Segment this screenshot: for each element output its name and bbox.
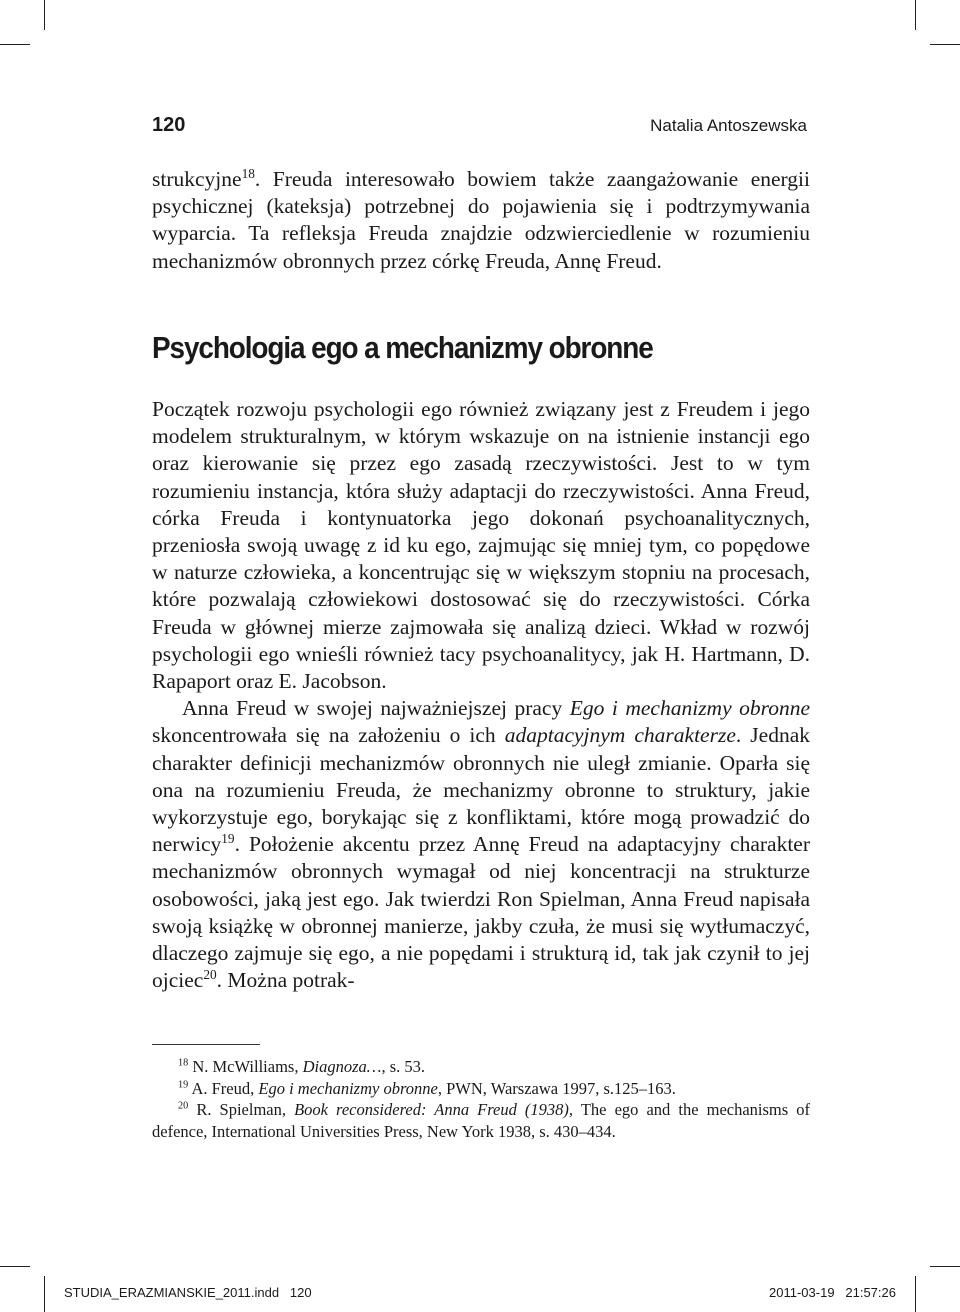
footnote-ref-20: 20 xyxy=(203,967,217,983)
crop-mark-bottom-left-v xyxy=(44,1276,45,1312)
section-title: Psychologia ego a mechanizmy obronne xyxy=(152,330,653,365)
footnote-text: The ego and the mechanisms of defence, International Universities Press, New York 1938, s. 430–434. xyxy=(152,1100,811,1141)
crop-mark-bottom-right-h xyxy=(930,1266,960,1267)
footnote-italic: Ego i mechanizmy obronne xyxy=(258,1078,438,1098)
crop-mark-top-left-h xyxy=(0,44,30,45)
paragraph-text: . Jednak charakter definicji mechanizmów obronnych nie uległ zmianie. Oparła się ona na rozumieniu Freuda, że mechanizmy obronne to struktury, jakie wykorzystuje ego, borykając się z konfliktami, które mogą prowadzić do nerwicy xyxy=(152,723,810,857)
paragraph-text: . Położenie akcentu przez Annę Freud na adaptacyjny charakter mechanizmów obronnych wymagał od niej koncentracji na strukturze osobowości, jaką jest ego. Jak twierdzi Ron Spielman, Anna Freud napisała swoją książkę w obronnej manierze, jakby czuła, że musi się wytłumaczyć, dlaczego zajmuje się ego, a nie popędami i strukturą id, tak jak czynił to jej ojciec xyxy=(152,832,810,993)
footnote-italic: Book reconsidered: Anna Freud (1938), xyxy=(294,1100,574,1119)
footnote-text: A. Freud, xyxy=(191,1078,259,1098)
book-title-italic: Ego i mechanizmy obronne xyxy=(569,696,810,721)
footnote-ref-18: 18 xyxy=(241,165,255,181)
paragraph-text: skoncentrowała się na założeniu o ich xyxy=(152,723,505,748)
footnote-text: , s. 53. xyxy=(381,1057,425,1076)
footnote-ref-19: 19 xyxy=(221,831,235,847)
footnote-19 xyxy=(152,1078,810,1100)
running-author: Natalia Antoszewska xyxy=(650,116,807,135)
footnotes xyxy=(152,1056,810,1142)
section-body xyxy=(152,396,810,994)
footnote-text: R. Spielman, xyxy=(196,1100,295,1119)
footnote-text: , PWN, Warszawa 1997, s.125–163. xyxy=(437,1078,676,1098)
slug-datetime: 2011-03-19 21:57:26 xyxy=(769,1285,896,1300)
footnote-divider xyxy=(152,1044,260,1045)
paragraph-text: strukcyjne xyxy=(152,167,242,191)
crop-mark-top-left-v xyxy=(44,0,45,30)
footnote-italic: Diagnoza… xyxy=(302,1057,382,1076)
paragraph-text: Anna Freud w swojej najważniejszej pracy xyxy=(182,696,570,721)
footnote-number: 19 xyxy=(178,1079,189,1090)
page-number: 120 xyxy=(152,114,186,136)
crop-mark-bottom-right-v xyxy=(915,1276,916,1312)
running-header xyxy=(152,114,807,142)
footnote-18 xyxy=(152,1056,810,1078)
section-paragraph-1: Początek rozwoju psychologii ego również związany jest z Freudem i jego modelem strukturalnym, w którym wskazuje on na istnienie instancji ego oraz kierowanie się przez ego zasadą rzeczywistości. Jest to w tym rozumieniu instancja, która służy adaptacji do rzeczywistości. Anna Freud, córka Freuda i kontynuatorka jego dokonań psychoanalitycznych, przeniosła swoją uwagę z id ku ego, zajmując się mniej tym, co popędowe w naturze człowieka, a koncentrując się w większym stopniu na procesach, które pozwalają człowiekowi dostosować się do rzeczywistości. Córka Freuda w głównej mierze zajmowała się analizą dzieci. Wkład w rozwój psychologii ego wnieśli również tacy psychoanalitycy, jak H. Hartmann, D. Rapaport oraz E. Jacobson. xyxy=(152,397,810,694)
footnote-text: N. McWilliams, xyxy=(192,1057,303,1076)
paragraph-continuation xyxy=(152,166,810,275)
section-paragraph-2 xyxy=(152,695,810,994)
footnote-number: 20 xyxy=(178,1100,189,1112)
slug-filename: STUDIA_ERAZMIANSKIE_2011.indd 120 xyxy=(64,1285,312,1300)
emphasis-italic: adaptacyjnym charakterze xyxy=(504,723,736,748)
footnote-number: 18 xyxy=(178,1057,189,1069)
footnote-20 xyxy=(152,1099,810,1142)
paragraph-text: . Freuda interesowało bowiem także zaangażowanie energii psychicznej (kateksja) potrzebnej do pojawienia się i podtrzymywania wyparcia. Ta refleksja Freuda znajdzie odzwierciedlenie w rozumieniu mechanizmów obronnych przez córkę Freuda, Annę Freud. xyxy=(152,167,810,273)
paragraph-text: . Można potrak- xyxy=(216,968,355,993)
crop-mark-top-right-v xyxy=(915,0,916,30)
crop-mark-top-right-h xyxy=(930,44,960,45)
crop-mark-bottom-left-h xyxy=(0,1266,30,1267)
